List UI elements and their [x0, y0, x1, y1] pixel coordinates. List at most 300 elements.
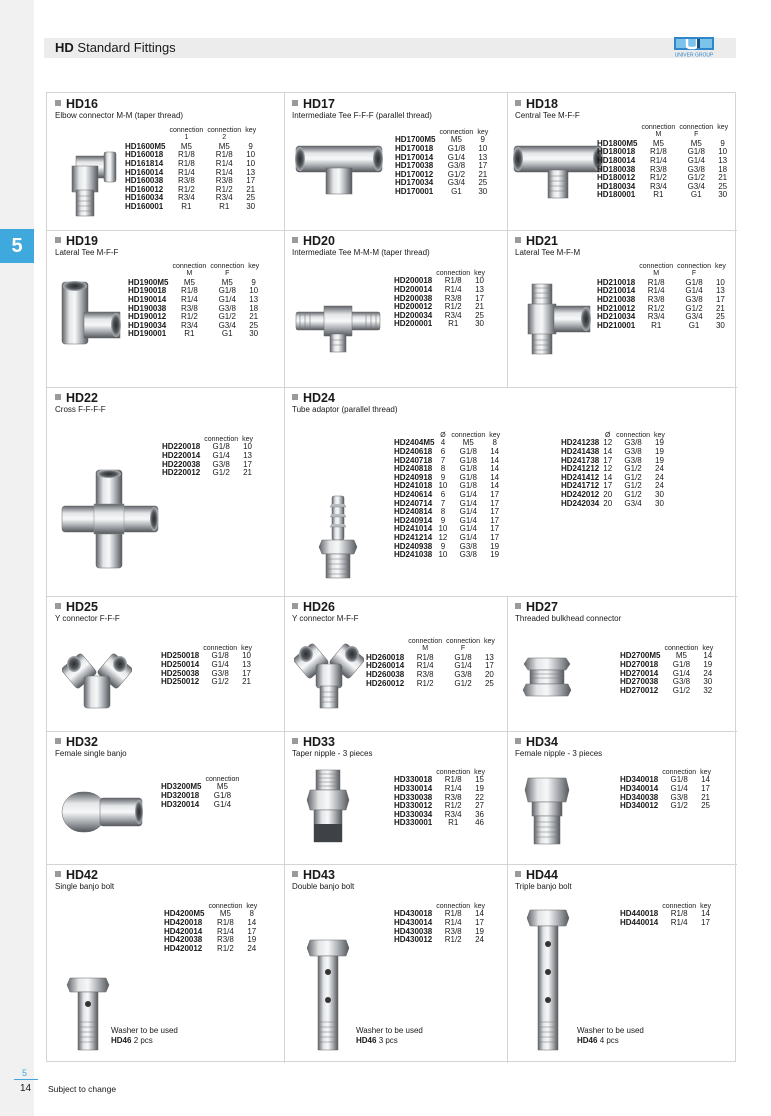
column-header: connection: [679, 124, 714, 131]
spec-value: R1/8: [215, 150, 233, 160]
column-header: key: [717, 124, 729, 131]
article-code: HD242034: [561, 498, 600, 508]
chapter-tab[interactable]: 5: [0, 229, 34, 263]
column-header: connection: [210, 263, 245, 270]
washer-code: HD46: [111, 1036, 132, 1045]
spec-value: 14: [703, 651, 713, 661]
article-code: HD170012: [395, 169, 434, 179]
hd22-spec-table: [162, 436, 255, 478]
spec-value: 19: [247, 935, 257, 945]
spec-value: 36: [475, 809, 485, 819]
spec-value: G1/2: [624, 472, 642, 482]
page-title: HD Standard Fittings: [55, 40, 176, 55]
article-code: HD180001: [597, 190, 636, 200]
spec-value: 25: [484, 678, 494, 688]
spec-value: R1/8: [444, 775, 462, 785]
article-code: HD180012: [597, 173, 636, 183]
article-code: HD250012: [161, 677, 200, 687]
column-header: connection: [207, 127, 242, 134]
article-code: HD270014: [620, 668, 659, 678]
spec-value: M5: [652, 138, 664, 148]
spec-value: 17: [701, 918, 711, 927]
product-description: Triple banjo bolt: [515, 882, 572, 891]
table-row: [561, 500, 667, 509]
spec-value: 14: [701, 775, 711, 785]
article-code: HD260018: [366, 652, 405, 662]
article-code: HD160034: [125, 193, 164, 203]
spec-value: 14: [490, 447, 500, 456]
article-code: HD270038: [620, 677, 659, 687]
spec-value: G1/4: [211, 660, 229, 669]
spec-value: 32: [703, 685, 713, 695]
spec-value: 17: [475, 293, 485, 303]
article-code: HD190014: [128, 295, 167, 304]
article-code: HD170018: [395, 144, 434, 153]
product-code: HD19: [55, 234, 98, 248]
table-header-row: [128, 263, 261, 270]
spec-value: R1/8: [216, 918, 234, 927]
spec-value: G1/2: [624, 489, 642, 499]
product-code: HD24: [292, 391, 335, 405]
article-code: HD440018: [620, 909, 659, 919]
spec-value: 18: [249, 303, 259, 313]
column-header: [597, 263, 637, 270]
spec-value: 7: [440, 455, 446, 465]
spec-value: R1/8: [647, 277, 665, 287]
column-header: key: [714, 263, 726, 270]
spec-value: G1/2: [447, 169, 466, 179]
spec-value: 19: [490, 541, 500, 551]
spec-value: G1/4: [459, 507, 477, 517]
washer-qty: 2 pcs: [133, 1036, 153, 1045]
article-code: HD430018: [394, 909, 433, 919]
spec-value: R1/2: [416, 678, 434, 688]
article-code: HD200038: [394, 293, 433, 303]
column-header: connection: [436, 903, 471, 910]
spec-value: 24: [655, 472, 664, 482]
article-code: HD210012: [597, 303, 636, 313]
spec-value: G3/8: [212, 459, 230, 469]
article-code: HD241038: [394, 550, 433, 560]
table-row: [366, 680, 497, 689]
product-description: Lateral Tee M-F-M: [515, 248, 581, 257]
spec-value: 13: [249, 295, 259, 304]
spec-value: G1/4: [459, 524, 477, 534]
hd43-spec-table: [394, 903, 487, 945]
column-header: key: [246, 903, 258, 910]
spec-value: R3/8: [444, 792, 462, 802]
article-code: HD420012: [164, 943, 203, 953]
column-header: connection: [208, 903, 243, 910]
table-row: [394, 551, 502, 560]
spec-value: 13: [475, 285, 485, 294]
spec-value: R3/8: [215, 176, 233, 186]
spec-value: G1/4: [213, 799, 232, 809]
spec-value: R3/4: [649, 181, 667, 191]
hd24-spec-table: [394, 432, 502, 560]
table-row: [620, 919, 713, 928]
spec-value: G1: [690, 190, 702, 200]
article-code: HD1800M5: [597, 138, 638, 148]
spec-value: R1/4: [444, 784, 462, 793]
product-code: HD17: [292, 97, 335, 111]
article-code: HD220018: [162, 442, 201, 452]
spec-value: G3/8: [624, 455, 642, 465]
spec-value: R1/2: [216, 943, 234, 953]
spec-value: R3/8: [647, 295, 665, 304]
spec-value: G1/4: [459, 498, 477, 508]
product-description: Central Tee M-F-F: [515, 111, 580, 120]
article-code: HD240914: [394, 515, 433, 525]
spec-value: 17: [247, 926, 257, 936]
washer-code: HD46: [356, 1036, 377, 1045]
column-header: connection: [169, 127, 204, 134]
spec-value: G1/4: [685, 286, 703, 296]
spec-value: 6: [440, 489, 446, 499]
product-description: Y connector M-F-F: [292, 614, 359, 623]
spec-value: G1/2: [454, 678, 472, 688]
article-code: HD330014: [394, 784, 433, 793]
washer-code: HD46: [577, 1036, 598, 1045]
article-code: HD210014: [597, 286, 636, 296]
column-subheader: 2: [222, 134, 227, 142]
note-washer: [356, 1036, 423, 1046]
spec-value: G3/4: [685, 312, 703, 322]
product-description: Single banjo bolt: [55, 882, 115, 891]
spec-value: G1/2: [670, 801, 688, 811]
column-header: key: [702, 645, 714, 652]
article-code: HD220012: [162, 468, 201, 478]
spec-value: 13: [242, 660, 252, 669]
spec-value: G1/4: [459, 532, 477, 542]
article-code: HD240714: [394, 498, 433, 508]
article-code: HD210038: [597, 295, 636, 304]
column-header: key: [474, 769, 486, 776]
spec-value: G1/2: [685, 303, 703, 313]
spec-value: 30: [715, 320, 725, 330]
column-header: connection: [204, 436, 239, 443]
spec-value: 24: [655, 464, 664, 474]
spec-value: 7: [440, 498, 446, 508]
spec-value: R1/8: [649, 147, 667, 157]
spec-value: M5: [219, 909, 231, 919]
column-header: connection: [436, 769, 471, 776]
hd34-spec-table: [620, 769, 713, 811]
article-code: HD190012: [128, 312, 167, 322]
product-description: Female single banjo: [55, 749, 127, 758]
article-code: HD320018: [161, 791, 200, 800]
article-code: HD180018: [597, 147, 636, 157]
product-code: HD20: [292, 234, 335, 248]
product-description: Female nipple - 3 pieces: [515, 749, 603, 758]
article-code: HD170001: [395, 186, 434, 196]
note-washer: [577, 1036, 644, 1046]
spec-value: 10: [478, 144, 488, 153]
product-code: HD32: [55, 735, 98, 749]
footer-text: Subject to change: [48, 1084, 117, 1094]
spec-value: R1: [653, 190, 664, 200]
product-description: Cross F-F-F-F: [55, 405, 106, 414]
hd21-spec-table: [597, 263, 728, 330]
article-code: HD1600M5: [125, 141, 166, 151]
article-code: HD330012: [394, 801, 433, 811]
spec-value: 25: [246, 193, 256, 203]
spec-value: 10: [475, 276, 485, 286]
product-code: HD18: [515, 97, 558, 111]
article-code: HD161814: [125, 159, 164, 168]
table-row: [597, 322, 728, 331]
article-code: HD240918: [394, 472, 433, 482]
column-header: key: [241, 645, 253, 652]
spec-value: 30: [475, 319, 485, 329]
spec-value: G3/4: [218, 320, 236, 330]
spec-value: R1/8: [670, 909, 688, 919]
spec-value: G1/4: [212, 451, 230, 460]
product-code: HD33: [292, 735, 335, 749]
article-code: HD190018: [128, 286, 167, 296]
spec-value: 9: [480, 135, 485, 145]
hd26-spec-table: [366, 638, 497, 688]
spec-value: 8: [440, 464, 446, 474]
article-code: HD260038: [366, 670, 405, 679]
article-code: HD200001: [394, 319, 433, 329]
article-code: HD220014: [162, 451, 201, 460]
spec-value: 25: [718, 181, 728, 191]
spec-value: R3/4: [177, 193, 195, 203]
spec-value: 17: [484, 661, 494, 671]
spec-value: G1/8: [459, 455, 477, 465]
spec-value: R1/4: [416, 661, 434, 671]
product-description: Tube adaptor (parallel thread): [292, 405, 398, 414]
column-header: key: [474, 270, 486, 277]
spec-value: G1/2: [212, 468, 230, 478]
spec-value: 19: [655, 447, 664, 456]
article-code: HD2700M5: [620, 651, 661, 661]
spec-value: 14: [490, 455, 500, 465]
spec-value: 17: [475, 918, 485, 927]
spec-value: R3/4: [647, 312, 665, 322]
spec-value: R1/2: [180, 312, 198, 322]
spec-value: 8: [249, 909, 254, 919]
spec-value: R1: [219, 201, 230, 211]
column-header: [366, 638, 406, 645]
spec-value: 9: [251, 277, 256, 287]
column-header: Ø: [604, 432, 611, 439]
hd42-washer-note: [111, 1026, 178, 1046]
article-code: HD160014: [125, 167, 164, 177]
spec-value: G1/8: [454, 652, 472, 662]
spec-value: G1/4: [454, 661, 472, 671]
spec-value: G3/4: [447, 178, 466, 188]
spec-value: 14: [603, 472, 613, 482]
logo-text: UNIVER GROUP: [674, 52, 714, 58]
column-header: connection: [616, 432, 651, 439]
spec-value: R3/8: [177, 176, 195, 186]
spec-value: 10: [246, 159, 256, 168]
spec-value: 13: [715, 286, 725, 296]
spec-value: 14: [603, 447, 613, 456]
article-code: HD200014: [394, 285, 433, 294]
spec-value: 13: [484, 652, 494, 662]
article-code: HD240718: [394, 455, 433, 465]
note-text: Washer to be used: [356, 1026, 423, 1035]
spec-value: G1/8: [459, 447, 477, 456]
hd17-spec-table: [395, 129, 490, 197]
spec-value: R1: [181, 201, 192, 211]
spec-value: 19: [475, 926, 485, 936]
product-description: Intermediate Tee F-F-F (parallel thread): [292, 111, 432, 120]
article-code: HD340014: [620, 784, 659, 793]
hd44-washer-note: [577, 1026, 644, 1046]
spec-value: R1/2: [649, 173, 667, 183]
spec-value: 17: [243, 459, 253, 469]
article-code: HD241214: [394, 532, 433, 542]
spec-value: G1/8: [211, 651, 229, 661]
spec-value: 17: [490, 498, 500, 508]
spec-value: R1/8: [444, 276, 462, 286]
spec-value: G1/4: [670, 784, 688, 793]
spec-value: 13: [478, 152, 488, 162]
column-header: Ø: [440, 432, 446, 439]
column-header: connection: [662, 769, 697, 776]
column-header: connection: [436, 270, 471, 277]
column-header: connection: [408, 638, 443, 645]
hd43-washer-note: [356, 1026, 423, 1046]
table-row: [164, 945, 259, 954]
spec-value: G1/8: [670, 775, 688, 785]
spec-value: 17: [715, 295, 725, 304]
article-code: HD241212: [561, 464, 600, 474]
article-code: HD241412: [561, 472, 600, 482]
hd24-product-cell: [284, 387, 736, 596]
spec-value: G3/4: [687, 181, 705, 191]
spec-value: G1/4: [459, 489, 477, 499]
article-code: HD210001: [597, 320, 636, 330]
column-header: key: [654, 432, 665, 439]
article-code: HD240814: [394, 507, 433, 517]
article-code: HD430012: [394, 935, 433, 945]
spec-value: 21: [718, 173, 728, 183]
spec-value: R3/8: [416, 670, 434, 679]
spec-value: R1/4: [215, 159, 233, 168]
spec-value: 30: [246, 201, 256, 211]
spec-value: R1/4: [444, 918, 462, 927]
article-code: HD180038: [597, 164, 636, 174]
spec-value: 12: [438, 532, 448, 542]
article-code: HD420038: [164, 935, 203, 945]
spec-value: R1: [448, 818, 459, 828]
hd44-spec-table: [620, 903, 713, 928]
spec-value: 9: [440, 472, 446, 482]
spec-value: R1/4: [180, 295, 198, 304]
spec-value: 9: [248, 141, 253, 151]
spec-value: R1/8: [416, 652, 434, 662]
spec-value: R1/4: [670, 918, 688, 927]
spec-value: 24: [655, 481, 664, 491]
spec-value: G1/2: [211, 677, 229, 687]
table-row: [394, 819, 487, 828]
spec-value: R1/2: [444, 935, 462, 945]
column-subheader: F: [691, 270, 697, 278]
column-header: key: [242, 436, 254, 443]
product-description: Lateral Tee M-F-F: [55, 248, 119, 257]
spec-value: 12: [603, 464, 613, 474]
spec-value: 17: [490, 532, 500, 542]
article-code: HD430038: [394, 926, 433, 936]
spec-value: 9: [440, 541, 446, 551]
article-code: HD250018: [161, 651, 200, 661]
left-margin-bar: [0, 0, 34, 1116]
spec-value: 30: [655, 489, 664, 499]
product-code: HD21: [515, 234, 558, 248]
spec-value: R1/2: [444, 302, 462, 312]
column-subheader: M: [653, 270, 660, 278]
spec-value: 25: [701, 801, 711, 811]
spec-value: 21: [246, 184, 256, 194]
table-row: [620, 802, 713, 811]
hd19-spec-table: [128, 263, 261, 339]
product-code: HD25: [55, 600, 98, 614]
spec-value: 30: [703, 677, 713, 687]
article-code: HD160018: [125, 150, 164, 160]
product-description: Threaded bulkhead connector: [515, 614, 622, 623]
washer-qty: 4 pcs: [599, 1036, 619, 1045]
table-row: [394, 936, 487, 945]
article-code: HD420018: [164, 918, 203, 927]
spec-value: 25: [475, 310, 485, 320]
spec-value: 18: [718, 164, 728, 174]
spec-value: 17: [603, 455, 613, 465]
spec-value: G1/4: [687, 156, 705, 165]
article-code: HD170014: [395, 152, 434, 162]
spec-value: M5: [183, 277, 195, 287]
hd16-spec-table: [125, 127, 258, 212]
spec-value: 25: [715, 312, 725, 322]
article-code: HD340012: [620, 801, 659, 811]
column-header: key: [245, 127, 257, 134]
spec-value: 19: [490, 550, 500, 560]
spec-value: M5: [221, 277, 233, 287]
article-code: HD200034: [394, 310, 433, 320]
column-header: connection: [205, 776, 240, 783]
spec-value: 24: [703, 668, 713, 678]
hd25-spec-table: [161, 645, 254, 687]
spec-value: G3/8: [670, 792, 688, 802]
spec-value: G3/8: [624, 447, 642, 456]
spec-value: 19: [703, 660, 713, 669]
article-code: HD240818: [394, 464, 433, 474]
note-washer: [111, 1036, 178, 1046]
spec-value: R1: [184, 329, 195, 339]
spec-value: R1/8: [444, 909, 462, 919]
spec-value: R3/8: [444, 926, 462, 936]
column-header: connection: [203, 645, 238, 652]
column-subheader: F: [460, 645, 466, 653]
note-text: Washer to be used: [577, 1026, 644, 1035]
article-code: HD190034: [128, 320, 167, 330]
hd32-spec-table: [161, 776, 241, 809]
spec-value: 30: [249, 329, 259, 339]
spec-value: R3/4: [215, 193, 233, 203]
table-row: [161, 678, 254, 687]
spec-value: 27: [475, 801, 485, 811]
spec-value: R3/8: [180, 303, 198, 313]
spec-value: R1: [651, 320, 662, 330]
spec-value: 17: [603, 481, 613, 491]
product-code: HD26: [292, 600, 335, 614]
spec-value: R1/4: [649, 156, 667, 165]
spec-value: G1/4: [459, 515, 477, 525]
